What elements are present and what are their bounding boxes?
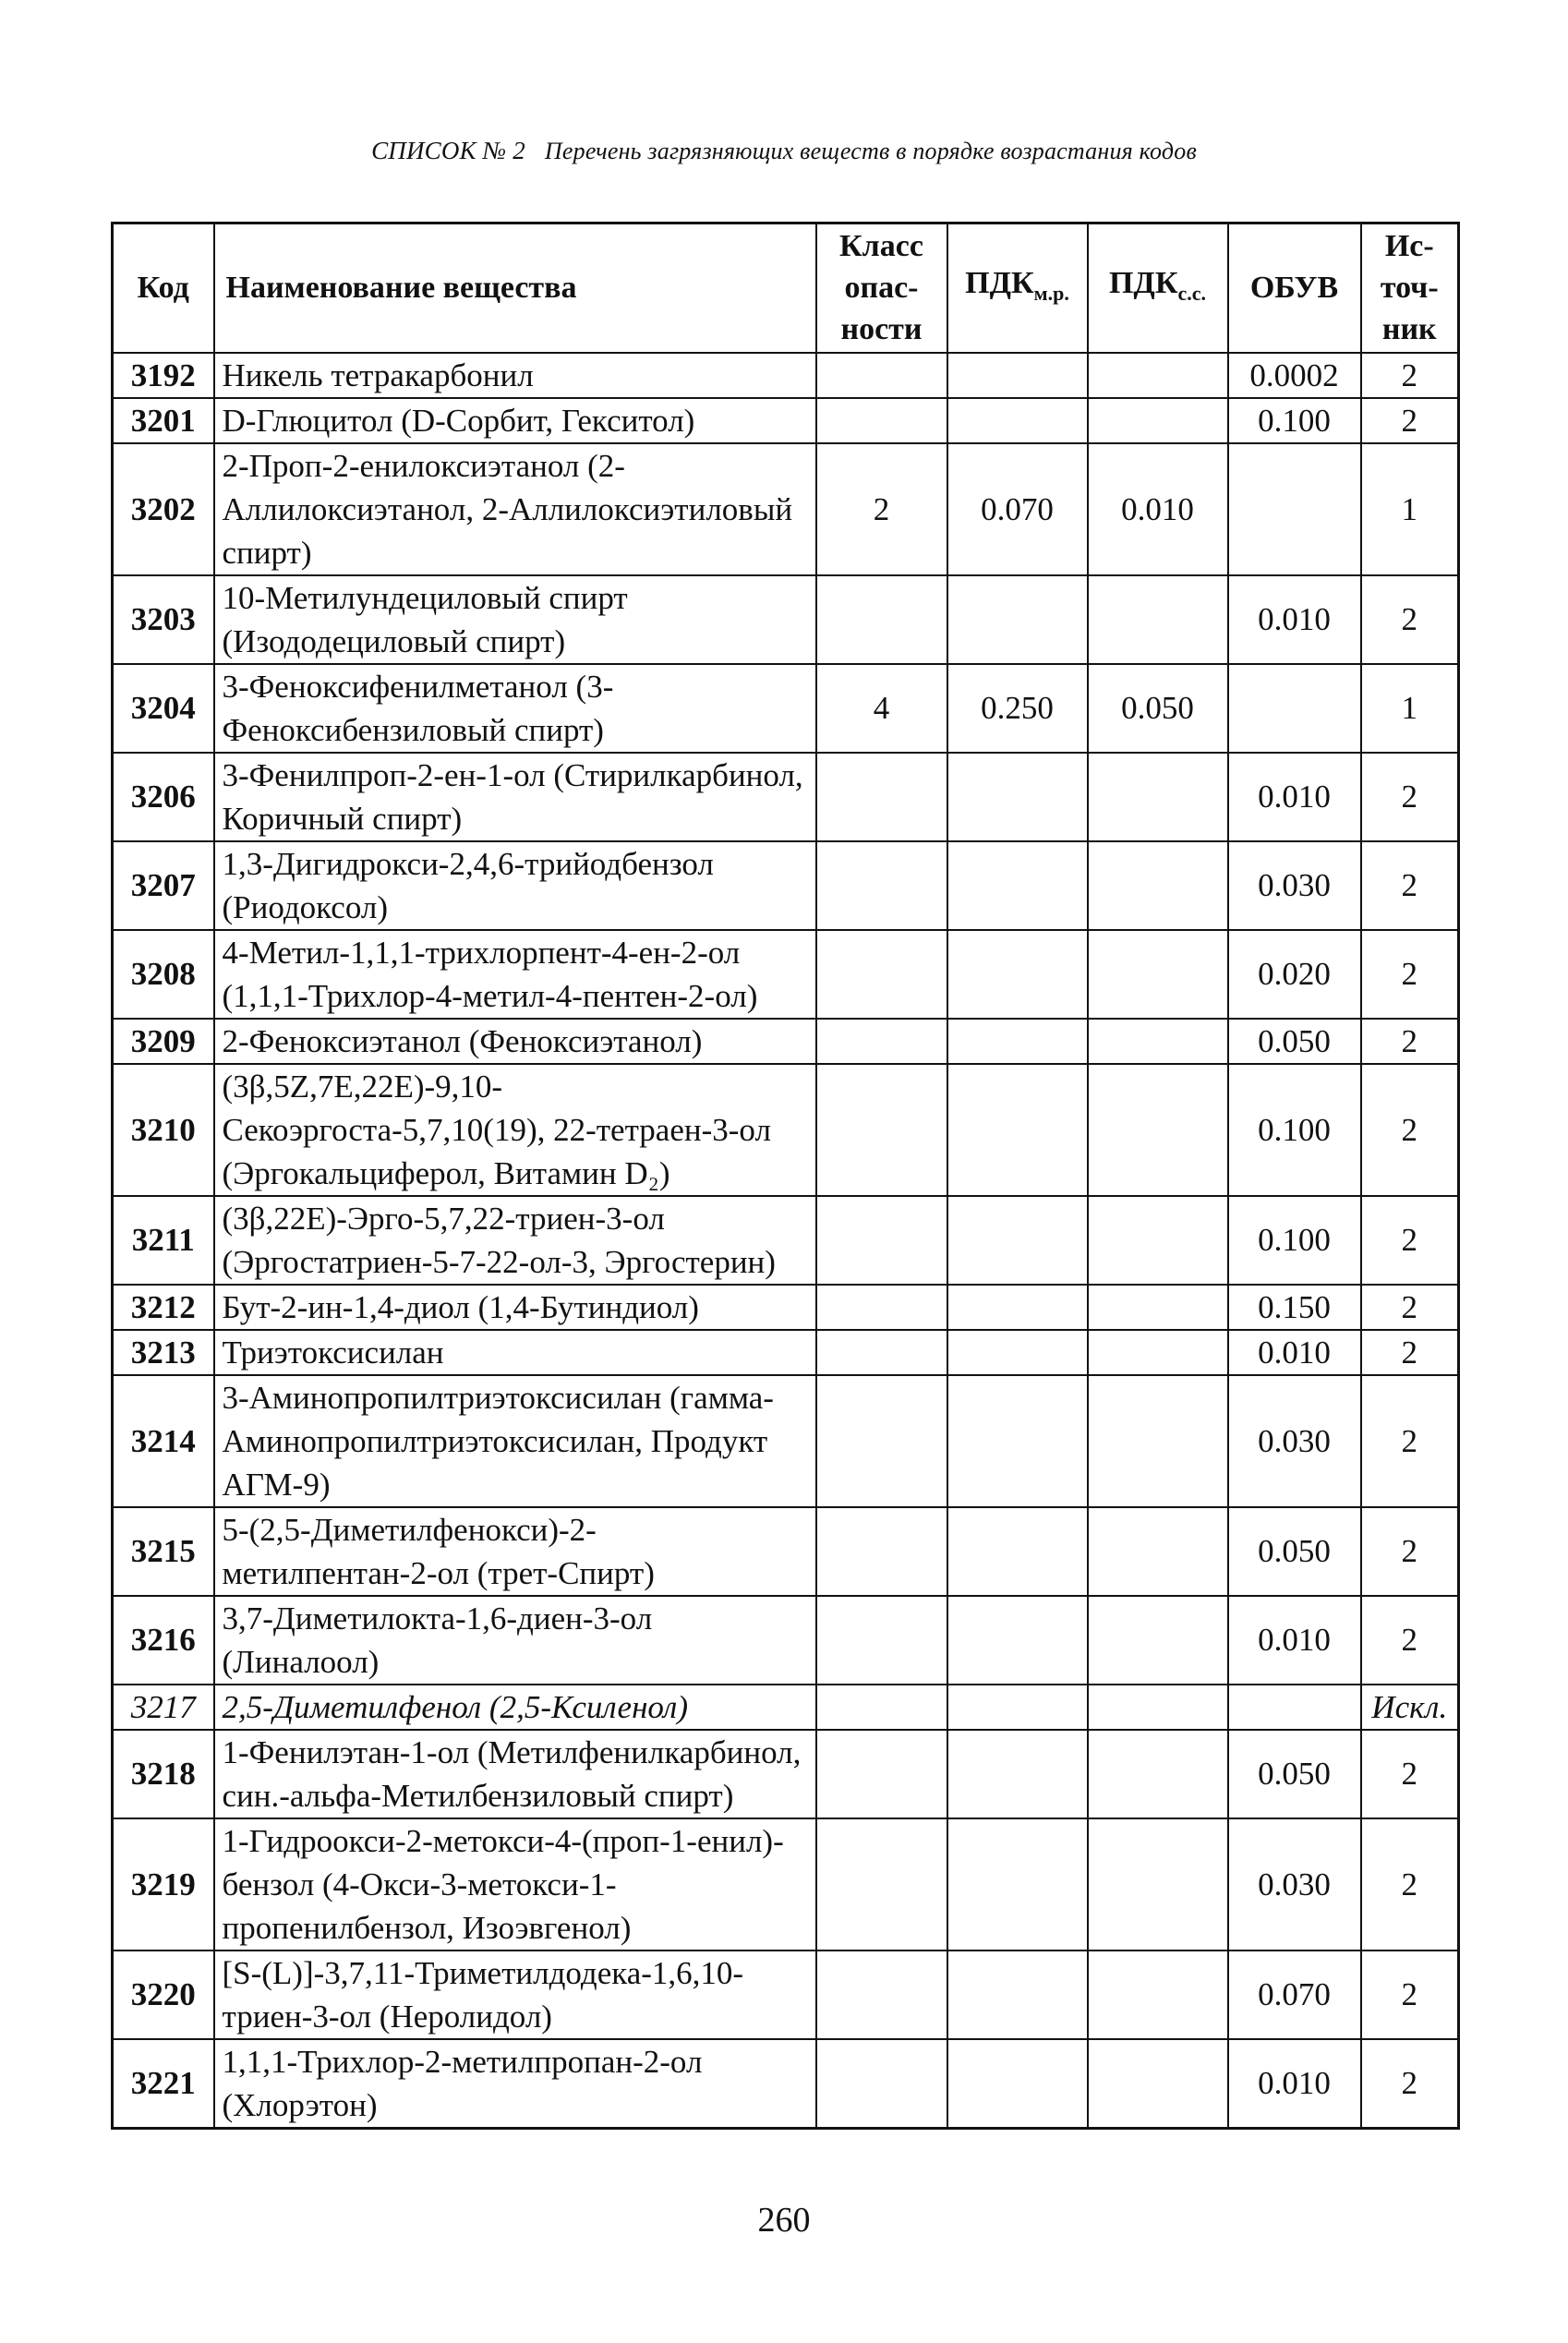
cell-hazard-class: [816, 1375, 947, 1507]
cell-pdk-ss: [1088, 1950, 1228, 2039]
cell-pdk-ss: [1088, 1818, 1228, 1950]
cell-source: 2: [1361, 1596, 1459, 1685]
cell-obuv: 0.030: [1228, 841, 1361, 930]
cell-name: (3β,22E)-Эрго-5,7,22-триен-3-ол (Эргостатриен-5-7-22-ол-3, Эргостерин): [214, 1196, 816, 1285]
cell-name: 3-Аминопропилтриэтоксисилан (гамма-Аминопропилтриэтоксисилан, Продукт АГМ-9): [214, 1375, 816, 1507]
cell-pdk-mr: [947, 1019, 1088, 1064]
table-row: [113, 1330, 1459, 1375]
cell-pdk-mr: [947, 841, 1088, 930]
col-header-source-line1: Ис-: [1384, 229, 1434, 264]
cell-source: 1: [1361, 443, 1459, 575]
cell-name: 2-Проп-2-енилоксиэтанол (2-Аллилоксиэтанол, 2-Аллилоксиэтиловый спирт): [214, 443, 816, 575]
col-header-pdk-mr-sub: м.р.: [1033, 281, 1069, 305]
cell-source: 2: [1361, 1950, 1459, 2039]
cell-pdk-ss: [1088, 1685, 1228, 1730]
page-header: [0, 137, 1568, 165]
cell-pdk-mr: [947, 930, 1088, 1019]
cell-source: 2: [1361, 2039, 1459, 2129]
cell-code: 3208: [113, 930, 214, 1019]
cell-name: 10-Метилундециловый спирт (Изододециловый спирт): [214, 575, 816, 664]
cell-pdk-mr: [947, 1330, 1088, 1375]
cell-hazard-class: [816, 1730, 947, 1818]
cell-hazard-class: [816, 1507, 947, 1596]
cell-obuv: 0.050: [1228, 1507, 1361, 1596]
cell-obuv: [1228, 664, 1361, 753]
cell-pdk-ss: [1088, 1064, 1228, 1196]
cell-pdk-ss: [1088, 753, 1228, 841]
cell-pdk-mr: [947, 1285, 1088, 1330]
cell-name: 5-(2,5-Диметилфенокси)-2-метилпентан-2-ол (трет-Спирт): [214, 1507, 816, 1596]
table-row: [113, 1019, 1459, 1064]
cell-name: [S-(L)]-3,7,11-Триметилдодека-1,6,10-триен-3-ол (Неролидол): [214, 1950, 816, 2039]
cell-hazard-class: 4: [816, 664, 947, 753]
cell-obuv: [1228, 443, 1361, 575]
col-header-code: Код: [113, 223, 214, 353]
cell-name: Никель тетракарбонил: [214, 353, 816, 398]
col-header-obuv: ОБУВ: [1228, 223, 1361, 353]
cell-code: 3214: [113, 1375, 214, 1507]
cell-pdk-ss: [1088, 1730, 1228, 1818]
cell-hazard-class: [816, 1330, 947, 1375]
cell-source: Искл.: [1361, 1685, 1459, 1730]
cell-obuv: 0.030: [1228, 1818, 1361, 1950]
cell-pdk-mr: [947, 753, 1088, 841]
cell-hazard-class: [816, 1685, 947, 1730]
table-row: [113, 753, 1459, 841]
cell-code: 3210: [113, 1064, 214, 1196]
cell-pdk-mr: [947, 1196, 1088, 1285]
cell-pdk-ss: [1088, 841, 1228, 930]
cell-pdk-ss: [1088, 930, 1228, 1019]
cell-code: 3213: [113, 1330, 214, 1375]
cell-name: 2-Феноксиэтанол (Феноксиэтанол): [214, 1019, 816, 1064]
cell-obuv: 0.050: [1228, 1730, 1361, 1818]
cell-code: 3211: [113, 1196, 214, 1285]
cell-code: 3201: [113, 398, 214, 443]
cell-name: 2,5-Диметилфенол (2,5-Ксиленол): [214, 1685, 816, 1730]
cell-source: 2: [1361, 1330, 1459, 1375]
cell-source: 2: [1361, 753, 1459, 841]
cell-pdk-mr: [947, 1685, 1088, 1730]
cell-source: 2: [1361, 1064, 1459, 1196]
col-header-pdk-ss-sub: с.с.: [1177, 281, 1207, 305]
cell-name: (3β,5Z,7E,22E)-9,10-Секоэргоста-5,7,10(19), 22-тетраен-3-ол (Эргокальциферол, Витамин D₂): [214, 1064, 816, 1196]
table-row: [113, 1196, 1459, 1285]
page-number: 260: [757, 2201, 811, 2240]
cell-hazard-class: [816, 2039, 947, 2129]
cell-hazard-class: [816, 1196, 947, 1285]
table-row: [113, 575, 1459, 664]
cell-source: 2: [1361, 575, 1459, 664]
cell-obuv: 0.030: [1228, 1375, 1361, 1507]
table-row: [113, 1285, 1459, 1330]
cell-pdk-ss: [1088, 1019, 1228, 1064]
table-row: [113, 398, 1459, 443]
cell-source: 2: [1361, 1285, 1459, 1330]
table-row: [113, 353, 1459, 398]
cell-pdk-mr: 0.070: [947, 443, 1088, 575]
cell-code: 3207: [113, 841, 214, 930]
cell-pdk-mr: [947, 1064, 1088, 1196]
cell-pdk-ss: [1088, 2039, 1228, 2129]
cell-pdk-ss: [1088, 1375, 1228, 1507]
cell-obuv: 0.100: [1228, 1064, 1361, 1196]
col-header-pdk-ss-label: ПДК: [1108, 265, 1178, 300]
cell-source: 1: [1361, 664, 1459, 753]
table-row: [113, 930, 1459, 1019]
cell-obuv: 0.020: [1228, 930, 1361, 1019]
table-header-row: [113, 223, 1459, 353]
table-row: [113, 1064, 1459, 1196]
cell-obuv: 0.010: [1228, 1596, 1361, 1685]
col-header-pdk-mr: [947, 223, 1088, 353]
cell-source: 2: [1361, 353, 1459, 398]
cell-source: 2: [1361, 1196, 1459, 1285]
cell-pdk-ss: [1088, 1596, 1228, 1685]
cell-pdk-ss: [1088, 1196, 1228, 1285]
cell-source: 2: [1361, 1375, 1459, 1507]
cell-pdk-mr: [947, 1950, 1088, 2039]
cell-hazard-class: [816, 841, 947, 930]
cell-pdk-mr: [947, 398, 1088, 443]
table-row: [113, 1507, 1459, 1596]
col-header-hazard-line2: опас-: [844, 271, 919, 306]
cell-obuv: 0.010: [1228, 2039, 1361, 2129]
cell-hazard-class: [816, 930, 947, 1019]
table-row: [113, 1375, 1459, 1507]
cell-hazard-class: [816, 1019, 947, 1064]
cell-pdk-ss: [1088, 1330, 1228, 1375]
col-header-source: [1361, 223, 1459, 353]
cell-pdk-mr: [947, 575, 1088, 664]
cell-obuv: 0.010: [1228, 753, 1361, 841]
cell-name: 1,1,1-Трихлор-2-метилпропан-2-ол (Хлорэтон): [214, 2039, 816, 2129]
col-header-source-line2: точ-: [1380, 271, 1439, 306]
cell-code: 3217: [113, 1685, 214, 1730]
table-row: [113, 1818, 1459, 1950]
cell-code: 3204: [113, 664, 214, 753]
cell-name: 1-Фенилэтан-1-ол (Метилфенилкарбинол, син.-альфа-Метилбензиловый спирт): [214, 1730, 816, 1818]
cell-pdk-ss: [1088, 575, 1228, 664]
cell-code: 3221: [113, 2039, 214, 2129]
cell-code: 3202: [113, 443, 214, 575]
cell-pdk-mr: [947, 1596, 1088, 1685]
cell-source: 2: [1361, 930, 1459, 1019]
cell-name: 3,7-Диметилокта-1,6-диен-3-ол (Линалоол): [214, 1596, 816, 1685]
table-row: [113, 2039, 1459, 2129]
cell-source: 2: [1361, 1818, 1459, 1950]
cell-pdk-mr: [947, 1818, 1088, 1950]
cell-pdk-mr: [947, 1730, 1088, 1818]
cell-code: 3218: [113, 1730, 214, 1818]
cell-pdk-ss: [1088, 398, 1228, 443]
cell-code: 3220: [113, 1950, 214, 2039]
cell-code: 3206: [113, 753, 214, 841]
cell-hazard-class: [816, 1818, 947, 1950]
cell-name: 1,3-Дигидрокси-2,4,6-трийодбензол (Риодоксол): [214, 841, 816, 930]
cell-source: 2: [1361, 1730, 1459, 1818]
cell-pdk-ss: 0.050: [1088, 664, 1228, 753]
cell-hazard-class: [816, 753, 947, 841]
cell-hazard-class: [816, 575, 947, 664]
table-row: [113, 1596, 1459, 1685]
cell-name: D-Глюцитол (D-Сорбит, Гекситол): [214, 398, 816, 443]
cell-pdk-ss: 0.010: [1088, 443, 1228, 575]
cell-hazard-class: [816, 353, 947, 398]
col-header-name: Наименование вещества: [214, 223, 816, 353]
cell-source: 2: [1361, 1507, 1459, 1596]
cell-obuv: 0.150: [1228, 1285, 1361, 1330]
cell-pdk-mr: [947, 353, 1088, 398]
cell-pdk-mr: 0.250: [947, 664, 1088, 753]
cell-name: 4-Метил-1,1,1-трихлорпент-4-ен-2-ол (1,1,1-Трихлор-4-метил-4-пентен-2-ол): [214, 930, 816, 1019]
cell-code: 3192: [113, 353, 214, 398]
table-row: [113, 841, 1459, 930]
cell-code: 3215: [113, 1507, 214, 1596]
cell-obuv: 0.070: [1228, 1950, 1361, 2039]
cell-obuv: 0.100: [1228, 1196, 1361, 1285]
col-header-source-line3: ник: [1381, 312, 1437, 347]
cell-pdk-ss: [1088, 353, 1228, 398]
list-label: СПИСОК № 2: [371, 137, 525, 164]
cell-code: 3219: [113, 1818, 214, 1950]
cell-obuv: 0.010: [1228, 1330, 1361, 1375]
cell-hazard-class: [816, 1064, 947, 1196]
cell-name: 3-Феноксифенилметанол (3-Феноксибензиловый спирт): [214, 664, 816, 753]
cell-hazard-class: 2: [816, 443, 947, 575]
table-body: [113, 353, 1459, 2129]
table-row: [113, 1730, 1459, 1818]
cell-pdk-mr: [947, 1375, 1088, 1507]
table-row: [113, 1950, 1459, 2039]
col-header-hazard-class: [816, 223, 947, 353]
substances-table: [111, 222, 1460, 2130]
cell-name: 3-Фенилпроп-2-ен-1-ол (Стирилкарбинол, Коричный спирт): [214, 753, 816, 841]
cell-hazard-class: [816, 1285, 947, 1330]
cell-hazard-class: [816, 398, 947, 443]
cell-source: 2: [1361, 398, 1459, 443]
cell-obuv: 0.0002: [1228, 353, 1361, 398]
cell-pdk-ss: [1088, 1507, 1228, 1596]
cell-hazard-class: [816, 1950, 947, 2039]
cell-code: 3212: [113, 1285, 214, 1330]
col-header-pdk-mr-label: ПДК: [965, 265, 1034, 300]
col-header-hazard-line3: ности: [840, 312, 923, 347]
cell-pdk-mr: [947, 2039, 1088, 2129]
cell-source: 2: [1361, 1019, 1459, 1064]
cell-name: Триэтоксисилан: [214, 1330, 816, 1375]
cell-code: 3216: [113, 1596, 214, 1685]
table-row: [113, 1685, 1459, 1730]
cell-name: 1-Гидроокси-2-метокси-4-(проп-1-енил)-бензол (4-Окси-3-метокси-1-пропенилбензол, Изоэвгенол): [214, 1818, 816, 1950]
cell-name: Бут-2-ин-1,4-диол (1,4-Бутиндиол): [214, 1285, 816, 1330]
table-row: [113, 443, 1459, 575]
cell-obuv: 0.050: [1228, 1019, 1361, 1064]
cell-obuv: 0.100: [1228, 398, 1361, 443]
cell-source: 2: [1361, 841, 1459, 930]
cell-obuv: 0.010: [1228, 575, 1361, 664]
cell-pdk-mr: [947, 1507, 1088, 1596]
col-header-pdk-ss: [1088, 223, 1228, 353]
table-row: [113, 664, 1459, 753]
cell-obuv: [1228, 1685, 1361, 1730]
list-subtitle: Перечень загрязняющих веществ в порядке возрастания кодов: [544, 138, 1197, 164]
col-header-hazard-line1: Класс: [839, 229, 923, 264]
cell-code: 3203: [113, 575, 214, 664]
cell-code: 3209: [113, 1019, 214, 1064]
cell-pdk-ss: [1088, 1285, 1228, 1330]
cell-hazard-class: [816, 1596, 947, 1685]
